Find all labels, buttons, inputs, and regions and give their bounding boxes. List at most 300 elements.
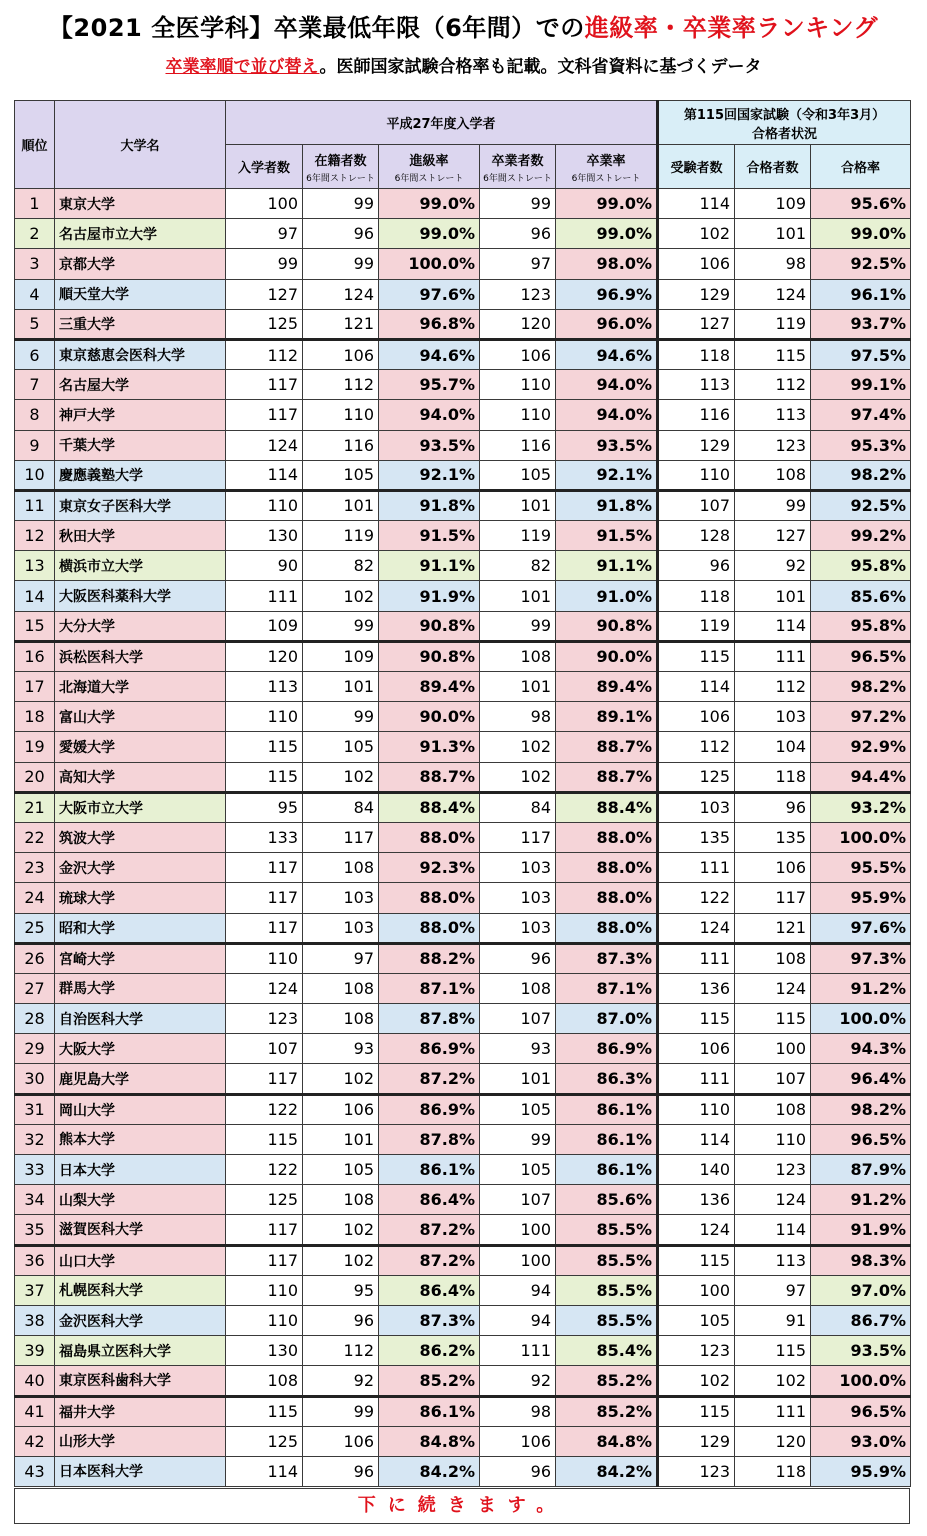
university-name-cell: 愛媛大学 — [55, 732, 226, 762]
table-row — [15, 370, 911, 400]
value-cell: 97.6% — [379, 279, 480, 309]
table-row — [15, 883, 911, 913]
header-col-sub: 6年間ストレート — [571, 173, 641, 184]
value-cell: 86.1% — [379, 1396, 480, 1426]
rank-cell: 8 — [15, 400, 55, 430]
rank-cell: 12 — [15, 521, 55, 551]
value-cell: 99 — [303, 1396, 379, 1426]
value-cell: 102 — [735, 1366, 811, 1396]
university-name-cell: 富山大学 — [55, 702, 226, 732]
value-cell: 97.4% — [811, 400, 911, 430]
value-cell: 109 — [226, 611, 303, 641]
value-cell: 123 — [226, 1004, 303, 1034]
header-col — [379, 145, 480, 189]
value-cell: 105 — [480, 1094, 556, 1124]
university-name-cell: 慶應義塾大学 — [55, 460, 226, 490]
value-cell: 96.8% — [379, 309, 480, 339]
value-cell: 109 — [303, 641, 379, 671]
value-cell: 95.9% — [811, 883, 911, 913]
rank-cell: 41 — [15, 1396, 55, 1426]
university-name-cell: 東京女子医科大学 — [55, 490, 226, 520]
value-cell: 88.7% — [556, 732, 658, 762]
university-name-cell: 大分大学 — [55, 611, 226, 641]
value-cell: 94.3% — [811, 1034, 911, 1064]
value-cell: 88.0% — [556, 822, 658, 852]
university-name-cell: 東京慈恵会医科大学 — [55, 339, 226, 369]
table-row — [15, 672, 911, 702]
value-cell: 102 — [303, 762, 379, 792]
university-name-cell: 金沢医科大学 — [55, 1305, 226, 1335]
header-col — [811, 145, 911, 189]
value-cell: 95.3% — [811, 430, 911, 460]
table-row — [15, 1215, 911, 1245]
value-cell: 105 — [480, 460, 556, 490]
value-cell: 94.0% — [556, 370, 658, 400]
value-cell: 112 — [735, 370, 811, 400]
value-cell: 108 — [303, 1004, 379, 1034]
value-cell: 120 — [480, 309, 556, 339]
value-cell: 102 — [303, 1215, 379, 1245]
value-cell: 97.3% — [811, 943, 911, 973]
value-cell: 110 — [226, 943, 303, 973]
value-cell: 91.0% — [556, 581, 658, 611]
value-cell: 86.4% — [379, 1185, 480, 1215]
value-cell: 106 — [480, 1426, 556, 1456]
value-cell: 122 — [658, 883, 735, 913]
value-cell: 82 — [480, 551, 556, 581]
university-name-cell: 大阪医科薬科大学 — [55, 581, 226, 611]
value-cell: 99 — [480, 189, 556, 219]
value-cell: 117 — [226, 370, 303, 400]
header-col — [480, 145, 556, 189]
value-cell: 86.1% — [556, 1094, 658, 1124]
value-cell: 85.2% — [556, 1366, 658, 1396]
value-cell: 98 — [480, 702, 556, 732]
university-name-cell: 名古屋市立大学 — [55, 219, 226, 249]
university-name-cell: 日本大学 — [55, 1155, 226, 1185]
header-col-label: 卒業者数 — [491, 153, 544, 169]
value-cell: 87.2% — [379, 1215, 480, 1245]
value-cell: 93 — [303, 1034, 379, 1064]
value-cell: 91.1% — [556, 551, 658, 581]
rank-cell: 38 — [15, 1305, 55, 1335]
rank-cell: 2 — [15, 219, 55, 249]
table-row — [15, 1366, 911, 1396]
value-cell: 91.9% — [811, 1215, 911, 1245]
value-cell: 117 — [226, 1245, 303, 1275]
rank-cell: 26 — [15, 943, 55, 973]
university-name-cell: 滋賀医科大学 — [55, 1215, 226, 1245]
header-exam-group — [658, 101, 911, 145]
value-cell: 94 — [480, 1305, 556, 1335]
value-cell: 101 — [480, 672, 556, 702]
value-cell: 84 — [303, 792, 379, 822]
value-cell: 97.5% — [811, 339, 911, 369]
university-name-cell: 三重大学 — [55, 309, 226, 339]
value-cell: 115 — [226, 762, 303, 792]
value-cell: 103 — [303, 913, 379, 943]
value-cell: 95 — [226, 792, 303, 822]
table-row — [15, 1426, 911, 1456]
value-cell: 117 — [226, 1064, 303, 1094]
value-cell: 92 — [735, 551, 811, 581]
value-cell: 96 — [658, 551, 735, 581]
rank-cell: 13 — [15, 551, 55, 581]
value-cell: 91.5% — [556, 521, 658, 551]
value-cell: 99.1% — [811, 370, 911, 400]
subtitle-rest: 。医師国家試験合格率も記載。文科省資料に基づくデータ — [319, 57, 762, 77]
university-name-cell: 北海道大学 — [55, 672, 226, 702]
rank-cell: 32 — [15, 1124, 55, 1154]
rank-cell: 43 — [15, 1456, 55, 1486]
university-name-cell: 自治医科大学 — [55, 1004, 226, 1034]
rank-cell: 11 — [15, 490, 55, 520]
table-row — [15, 460, 911, 490]
value-cell: 92.1% — [556, 460, 658, 490]
value-cell: 96.0% — [556, 309, 658, 339]
value-cell: 123 — [480, 279, 556, 309]
university-name-cell: 福島県立医科大学 — [55, 1336, 226, 1366]
value-cell: 103 — [658, 792, 735, 822]
value-cell: 128 — [658, 521, 735, 551]
header-name: 大学名 — [55, 101, 226, 189]
table-row — [15, 581, 911, 611]
university-name-cell: 東京医科歯科大学 — [55, 1366, 226, 1396]
value-cell: 123 — [735, 430, 811, 460]
value-cell: 97 — [735, 1275, 811, 1305]
value-cell: 130 — [226, 1336, 303, 1366]
value-cell: 101 — [303, 490, 379, 520]
value-cell: 97 — [303, 943, 379, 973]
value-cell: 105 — [303, 1155, 379, 1185]
value-cell: 135 — [735, 822, 811, 852]
value-cell: 86.3% — [556, 1064, 658, 1094]
value-cell: 119 — [735, 309, 811, 339]
value-cell: 105 — [658, 1305, 735, 1335]
value-cell: 124 — [303, 279, 379, 309]
value-cell: 106 — [303, 1426, 379, 1456]
table-row — [15, 973, 911, 1003]
value-cell: 115 — [226, 1396, 303, 1426]
value-cell: 89.4% — [556, 672, 658, 702]
university-name-cell: 昭和大学 — [55, 913, 226, 943]
university-name-cell: 名古屋大学 — [55, 370, 226, 400]
value-cell: 112 — [658, 732, 735, 762]
rank-cell: 34 — [15, 1185, 55, 1215]
value-cell: 103 — [480, 883, 556, 913]
rank-cell: 28 — [15, 1004, 55, 1034]
value-cell: 95.8% — [811, 551, 911, 581]
table-row — [15, 219, 911, 249]
value-cell: 114 — [658, 189, 735, 219]
table-row — [15, 1305, 911, 1335]
university-name-cell: 熊本大学 — [55, 1124, 226, 1154]
value-cell: 92.3% — [379, 853, 480, 883]
value-cell: 91.2% — [811, 1185, 911, 1215]
table-row — [15, 1004, 911, 1034]
value-cell: 99.0% — [811, 219, 911, 249]
value-cell: 96.5% — [811, 1124, 911, 1154]
value-cell: 86.9% — [556, 1034, 658, 1064]
rank-cell: 31 — [15, 1094, 55, 1124]
value-cell: 136 — [658, 1185, 735, 1215]
value-cell: 88.0% — [556, 853, 658, 883]
value-cell: 117 — [226, 1215, 303, 1245]
value-cell: 115 — [658, 641, 735, 671]
header-col-label: 合格者数 — [746, 161, 799, 176]
value-cell: 103 — [303, 883, 379, 913]
header-col-label: 合格率 — [841, 161, 881, 176]
value-cell: 110 — [480, 370, 556, 400]
value-cell: 90 — [226, 551, 303, 581]
university-name-cell: 大阪市立大学 — [55, 792, 226, 822]
rank-cell: 5 — [15, 309, 55, 339]
value-cell: 92.5% — [811, 249, 911, 279]
value-cell: 106 — [303, 339, 379, 369]
value-cell: 103 — [480, 853, 556, 883]
table-row — [15, 1185, 911, 1215]
rank-cell: 14 — [15, 581, 55, 611]
value-cell: 114 — [658, 1124, 735, 1154]
value-cell: 93.7% — [811, 309, 911, 339]
value-cell: 96 — [480, 219, 556, 249]
title-highlight: 進級率・卒業率ランキング — [584, 14, 879, 42]
value-cell: 107 — [480, 1004, 556, 1034]
value-cell: 101 — [735, 219, 811, 249]
value-cell: 88.4% — [379, 792, 480, 822]
rank-cell: 7 — [15, 370, 55, 400]
value-cell: 98.2% — [811, 460, 911, 490]
rank-cell: 23 — [15, 853, 55, 883]
value-cell: 101 — [480, 490, 556, 520]
value-cell: 118 — [735, 762, 811, 792]
value-cell: 105 — [480, 1155, 556, 1185]
value-cell: 88.7% — [379, 762, 480, 792]
value-cell: 96 — [735, 792, 811, 822]
university-name-cell: 大阪大学 — [55, 1034, 226, 1064]
value-cell: 102 — [303, 1245, 379, 1275]
value-cell: 99.0% — [379, 189, 480, 219]
value-cell: 94.4% — [811, 762, 911, 792]
value-cell: 84.8% — [379, 1426, 480, 1456]
value-cell: 110 — [480, 400, 556, 430]
title-prefix: 【2021 全医学科】卒業最低年限（6年間）での — [48, 14, 585, 42]
value-cell: 87.8% — [379, 1124, 480, 1154]
value-cell: 117 — [303, 822, 379, 852]
university-name-cell: 筑波大学 — [55, 822, 226, 852]
value-cell: 99.0% — [556, 219, 658, 249]
value-cell: 124 — [658, 1215, 735, 1245]
value-cell: 86.4% — [379, 1275, 480, 1305]
value-cell: 93.5% — [556, 430, 658, 460]
table-row — [15, 1336, 911, 1366]
value-cell: 99 — [303, 249, 379, 279]
value-cell: 82 — [303, 551, 379, 581]
value-cell: 94.0% — [379, 400, 480, 430]
value-cell: 106 — [658, 1034, 735, 1064]
value-cell: 86.9% — [379, 1094, 480, 1124]
rank-cell: 4 — [15, 279, 55, 309]
value-cell: 92.1% — [379, 460, 480, 490]
rank-cell: 3 — [15, 249, 55, 279]
value-cell: 100 — [735, 1034, 811, 1064]
value-cell: 87.1% — [379, 973, 480, 1003]
value-cell: 85.2% — [379, 1366, 480, 1396]
value-cell: 99 — [480, 1124, 556, 1154]
header-exam-group-line1: 第115回国家試験（令和3年3月） — [683, 107, 886, 123]
value-cell: 115 — [735, 1336, 811, 1366]
value-cell: 86.7% — [811, 1305, 911, 1335]
value-cell: 119 — [303, 521, 379, 551]
value-cell: 91.1% — [379, 551, 480, 581]
value-cell: 102 — [480, 732, 556, 762]
value-cell: 87.8% — [379, 1004, 480, 1034]
value-cell: 113 — [658, 370, 735, 400]
value-cell: 90.8% — [556, 611, 658, 641]
value-cell: 92.9% — [811, 732, 911, 762]
table-row — [15, 551, 911, 581]
rank-cell: 15 — [15, 611, 55, 641]
value-cell: 102 — [658, 1366, 735, 1396]
value-cell: 88.4% — [556, 792, 658, 822]
value-cell: 129 — [658, 430, 735, 460]
value-cell: 123 — [658, 1336, 735, 1366]
value-cell: 118 — [735, 1456, 811, 1486]
value-cell: 117 — [735, 883, 811, 913]
value-cell: 100.0% — [811, 1004, 911, 1034]
header-col — [556, 145, 658, 189]
table-row — [15, 943, 911, 973]
value-cell: 105 — [303, 732, 379, 762]
university-name-cell: 日本医科大学 — [55, 1456, 226, 1486]
value-cell: 85.2% — [556, 1396, 658, 1426]
value-cell: 111 — [480, 1336, 556, 1366]
value-cell: 88.0% — [379, 883, 480, 913]
university-name-cell: 高知大学 — [55, 762, 226, 792]
rank-cell: 22 — [15, 822, 55, 852]
table-row — [15, 1456, 911, 1486]
value-cell: 99 — [735, 490, 811, 520]
value-cell: 105 — [303, 460, 379, 490]
value-cell: 100.0% — [379, 249, 480, 279]
continued-note: 下に続きます。 — [14, 1488, 910, 1524]
value-cell: 112 — [303, 370, 379, 400]
value-cell: 91.9% — [379, 581, 480, 611]
value-cell: 124 — [735, 973, 811, 1003]
value-cell: 107 — [480, 1185, 556, 1215]
value-cell: 135 — [658, 822, 735, 852]
value-cell: 111 — [226, 581, 303, 611]
value-cell: 87.0% — [556, 1004, 658, 1034]
rank-cell: 19 — [15, 732, 55, 762]
value-cell: 136 — [658, 973, 735, 1003]
value-cell: 86.2% — [379, 1336, 480, 1366]
value-cell: 111 — [658, 1064, 735, 1094]
value-cell: 85.5% — [556, 1245, 658, 1275]
value-cell: 108 — [480, 973, 556, 1003]
value-cell: 108 — [735, 943, 811, 973]
value-cell: 93.5% — [379, 430, 480, 460]
rank-cell: 36 — [15, 1245, 55, 1275]
value-cell: 97.0% — [811, 1275, 911, 1305]
university-name-cell: 千葉大学 — [55, 430, 226, 460]
table-row — [15, 1245, 911, 1275]
value-cell: 108 — [735, 460, 811, 490]
value-cell: 85.6% — [556, 1185, 658, 1215]
value-cell: 97.6% — [811, 913, 911, 943]
value-cell: 112 — [303, 1336, 379, 1366]
value-cell: 102 — [480, 762, 556, 792]
value-cell: 98.0% — [556, 249, 658, 279]
value-cell: 95.7% — [379, 370, 480, 400]
value-cell: 109 — [735, 189, 811, 219]
value-cell: 113 — [226, 672, 303, 702]
value-cell: 120 — [735, 1426, 811, 1456]
value-cell: 125 — [226, 1185, 303, 1215]
header-col-label: 在籍者数 — [314, 153, 367, 169]
value-cell: 96.4% — [811, 1064, 911, 1094]
header-col-sub: 6年間ストレート — [483, 173, 552, 184]
value-cell: 100.0% — [811, 822, 911, 852]
value-cell: 99 — [480, 611, 556, 641]
value-cell: 129 — [658, 279, 735, 309]
value-cell: 110 — [658, 1094, 735, 1124]
rank-cell: 25 — [15, 913, 55, 943]
header-col-label: 卒業率 — [586, 153, 626, 169]
value-cell: 90.0% — [556, 641, 658, 671]
value-cell: 115 — [658, 1245, 735, 1275]
value-cell: 100 — [658, 1275, 735, 1305]
value-cell: 101 — [735, 581, 811, 611]
rank-cell: 37 — [15, 1275, 55, 1305]
value-cell: 87.1% — [556, 973, 658, 1003]
value-cell: 96.5% — [811, 1396, 911, 1426]
value-cell: 111 — [658, 853, 735, 883]
table-row — [15, 1396, 911, 1426]
university-name-cell: 金沢大学 — [55, 853, 226, 883]
header-exam-group-line2: 合格者状況 — [752, 126, 818, 142]
value-cell: 98.2% — [811, 1094, 911, 1124]
value-cell: 84.8% — [556, 1426, 658, 1456]
table-row — [15, 521, 911, 551]
rank-cell: 21 — [15, 792, 55, 822]
value-cell: 95 — [303, 1275, 379, 1305]
table-row — [15, 762, 911, 792]
value-cell: 96.9% — [556, 279, 658, 309]
value-cell: 121 — [303, 309, 379, 339]
header-col — [735, 145, 811, 189]
value-cell: 87.9% — [811, 1155, 911, 1185]
value-cell: 85.5% — [556, 1275, 658, 1305]
value-cell: 97 — [480, 249, 556, 279]
value-cell: 114 — [226, 1456, 303, 1486]
value-cell: 87.2% — [379, 1245, 480, 1275]
value-cell: 89.4% — [379, 672, 480, 702]
value-cell: 115 — [226, 1124, 303, 1154]
value-cell: 99.2% — [811, 521, 911, 551]
value-cell: 103 — [735, 702, 811, 732]
value-cell: 102 — [658, 219, 735, 249]
university-name-cell: 京都大学 — [55, 249, 226, 279]
value-cell: 99 — [303, 611, 379, 641]
university-name-cell: 秋田大学 — [55, 521, 226, 551]
value-cell: 96 — [303, 1456, 379, 1486]
value-cell: 112 — [735, 672, 811, 702]
rank-cell: 33 — [15, 1155, 55, 1185]
university-name-cell: 山口大学 — [55, 1245, 226, 1275]
university-name-cell: 順天堂大学 — [55, 279, 226, 309]
value-cell: 96 — [303, 219, 379, 249]
